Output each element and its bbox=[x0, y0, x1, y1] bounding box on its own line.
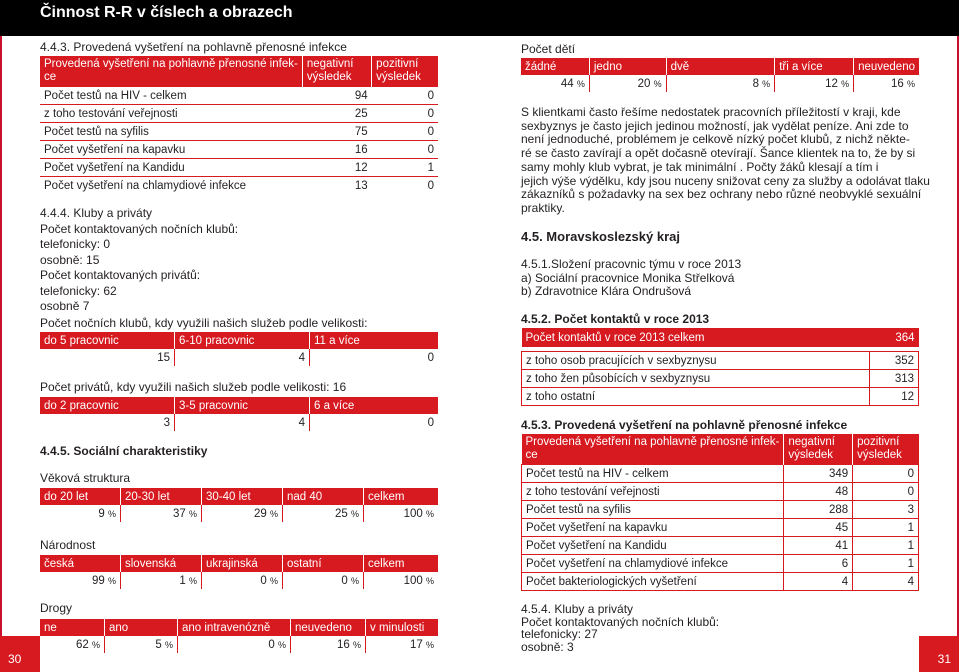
value-number: 0 bbox=[260, 574, 267, 587]
header-label: pozitivní bbox=[857, 436, 900, 448]
negative-value: 94 bbox=[302, 87, 371, 105]
percent-sign: % bbox=[576, 78, 585, 89]
value-cell bbox=[366, 636, 439, 653]
column-header: česká bbox=[44, 557, 75, 570]
negative-value: 349 bbox=[784, 465, 853, 483]
header-label: výsledek bbox=[306, 71, 352, 83]
text-line: telefonicky: 0 bbox=[40, 237, 111, 251]
row-value: 352 bbox=[869, 352, 918, 370]
value-number: 25 bbox=[334, 507, 348, 520]
percent-sign: % bbox=[188, 508, 197, 519]
percent-sign: % bbox=[107, 508, 116, 519]
positive-value: 0 bbox=[372, 87, 438, 105]
value-number: 12 bbox=[825, 77, 838, 90]
column-header: neuvedeno bbox=[854, 58, 919, 75]
table-row bbox=[522, 370, 919, 388]
positive-value: 1 bbox=[853, 519, 919, 537]
value-cell: 4 bbox=[175, 349, 310, 366]
column-header: v minulosti bbox=[366, 619, 439, 636]
header-label: negativní bbox=[788, 436, 835, 448]
table-row bbox=[40, 123, 438, 141]
value-number: 20 bbox=[637, 77, 651, 90]
age-table bbox=[40, 488, 438, 522]
column-header: slovenská bbox=[121, 555, 202, 572]
positive-value: 0 bbox=[853, 465, 919, 483]
row-label: z toho ostatní bbox=[522, 388, 870, 406]
column-header: ostatní bbox=[283, 555, 364, 572]
value-number: 17 bbox=[409, 638, 423, 651]
team-section bbox=[521, 258, 741, 299]
row-label: Počet testů na syfilis bbox=[522, 501, 784, 519]
value-number: 44 bbox=[560, 77, 574, 90]
text-line: zákazníků s požadavky na sex bez ochrany nebo různé neobvyklé sexuální bbox=[521, 187, 922, 202]
positive-value: 0 bbox=[372, 105, 438, 123]
table-header bbox=[522, 434, 919, 465]
row-label: z toho osob pracujících v sexbyznysu bbox=[522, 352, 870, 370]
value-number: 16 bbox=[890, 77, 904, 90]
header-label: negativní bbox=[306, 58, 354, 70]
value-cell bbox=[364, 572, 439, 589]
positive-value: 0 bbox=[372, 123, 438, 141]
percent-sign: % bbox=[188, 575, 197, 586]
negative-value: 4 bbox=[784, 573, 853, 591]
row-label: Počet vyšetření na chlamydiové infekce bbox=[40, 177, 302, 195]
text-line: ré se často zavírají a opět dočasně otevírají. Šance klientek na to, že by si bbox=[521, 146, 916, 161]
value-number: 5 bbox=[155, 638, 162, 651]
clubs-title: Počet nočních klubů, kdy využili našich služeb podle velikosti: bbox=[40, 316, 368, 330]
percent-sign: % bbox=[425, 639, 434, 650]
text-line: není jednoduché, problémem je celkově nízký počet klubů, z nichž někte- bbox=[521, 132, 910, 147]
text-line: Počet kontaktovaných nočních klubů: bbox=[521, 614, 720, 629]
table-header bbox=[522, 328, 919, 347]
text-line: Počet kontaktovaných nočních klubů: bbox=[40, 221, 239, 236]
positive-value: 0 bbox=[372, 177, 438, 195]
column-header: celkem bbox=[364, 488, 439, 505]
header-label: výsledek bbox=[857, 449, 902, 461]
table-header bbox=[40, 56, 438, 87]
section-title: 4.4.3. Provedená vyšetření na pohlavně přenosné infekce bbox=[40, 40, 347, 54]
column-header: dvě bbox=[666, 58, 775, 75]
nationality-table bbox=[40, 555, 438, 589]
row-label: Počet bakteriologických vyšetření bbox=[522, 573, 784, 591]
negative-value: 25 bbox=[302, 105, 371, 123]
text-line: osobně: 3 bbox=[521, 640, 574, 655]
table-row bbox=[40, 87, 438, 105]
page-number: 31 bbox=[937, 652, 951, 666]
percent-sign: % bbox=[425, 575, 434, 586]
header-label: Provedená vyšetření na pohlavně přenosné infek- bbox=[525, 436, 780, 448]
column-header: ne bbox=[44, 621, 57, 634]
value-number: 99 bbox=[91, 574, 105, 587]
value-number: 1 bbox=[179, 574, 186, 587]
value-cell: 4 bbox=[175, 414, 310, 431]
value-number: 100 bbox=[403, 574, 423, 587]
value-cell bbox=[40, 572, 121, 589]
value-cell: 0 bbox=[310, 414, 439, 431]
page-number-left bbox=[0, 636, 40, 672]
column-header: 3-5 pracovnic bbox=[175, 397, 310, 414]
percent-sign: % bbox=[91, 639, 100, 650]
column-header: do 20 let bbox=[44, 490, 89, 503]
percent-sign: % bbox=[269, 508, 278, 519]
row-label: z toho žen působících v sexbyznysu bbox=[522, 370, 870, 388]
positive-value: 1 bbox=[853, 537, 919, 555]
positive-value: 4 bbox=[853, 573, 919, 591]
text-line: a) Sociální pracovnice Monika Střelková bbox=[521, 270, 735, 285]
value-cell: 3 bbox=[163, 416, 170, 429]
table-row bbox=[522, 388, 919, 406]
text-line: praktiky. bbox=[521, 200, 565, 215]
column-header: do 2 pracovnic bbox=[44, 399, 119, 412]
value-cell bbox=[283, 505, 364, 522]
value-cell bbox=[666, 75, 775, 92]
text-line: telefonicky: 27 bbox=[521, 627, 598, 642]
positive-value: 0 bbox=[372, 141, 438, 159]
column-header: 6 a více bbox=[310, 397, 439, 414]
text-line: jejich výše výdělku, kdy jsou nuceny snižovat ceny za služby a odolávat tlaku bbox=[521, 173, 930, 188]
negative-value: 13 bbox=[302, 177, 371, 195]
text-line: telefonicky: 62 bbox=[40, 283, 117, 298]
page-number: 30 bbox=[8, 652, 22, 666]
column-header: celkem bbox=[364, 555, 439, 572]
header-label: výsledek bbox=[376, 71, 421, 83]
column-header: jedno bbox=[589, 58, 666, 75]
negative-value: 41 bbox=[784, 537, 853, 555]
table-row bbox=[522, 519, 919, 537]
text-line: osobně: 15 bbox=[40, 252, 100, 267]
value-cell bbox=[105, 636, 178, 653]
value-cell bbox=[121, 572, 202, 589]
percent-sign: % bbox=[269, 575, 278, 586]
row-label: Počet kontaktů v roce 2013 celkem bbox=[525, 331, 705, 344]
percent-sign: % bbox=[762, 78, 771, 89]
column-header: 6-10 pracovnic bbox=[175, 332, 310, 349]
percent-sign: % bbox=[350, 508, 359, 519]
value-cell: 0 bbox=[310, 349, 439, 366]
row-label: Počet testů na HIV - celkem bbox=[40, 87, 302, 105]
age-title: Věková struktura bbox=[40, 471, 131, 485]
value-cell bbox=[202, 572, 283, 589]
percent-sign: % bbox=[906, 78, 915, 89]
positive-value: 1 bbox=[853, 555, 919, 573]
row-value: 364 bbox=[895, 331, 915, 344]
section-title: 4.4.4. Kluby a priváty bbox=[40, 206, 153, 220]
value-cell bbox=[291, 636, 366, 653]
table-row bbox=[522, 537, 919, 555]
value-number: 0 bbox=[341, 574, 348, 587]
value-cell bbox=[121, 505, 202, 522]
section-title: 4.5.3. Provedená vyšetření na pohlavně přenosné infekce bbox=[521, 418, 848, 432]
clubs-table bbox=[40, 332, 438, 366]
column-header: 30-40 let bbox=[202, 488, 283, 505]
table-row bbox=[522, 555, 919, 573]
table-row bbox=[40, 141, 438, 159]
column-header: ano bbox=[105, 619, 178, 636]
column-header: žádné bbox=[525, 60, 557, 73]
percent-sign: % bbox=[350, 575, 359, 586]
text-line: S klientkami často řešíme nedostatek pracovních příležitostí v kraji, kde bbox=[521, 105, 901, 119]
negative-value: 6 bbox=[784, 555, 853, 573]
percent-sign: % bbox=[164, 639, 173, 650]
row-label: Počet vyšetření na kapavku bbox=[40, 141, 302, 159]
value-cell bbox=[40, 636, 105, 653]
table-row bbox=[40, 159, 438, 177]
column-header: ano intravenózně bbox=[178, 619, 291, 636]
row-label: z toho testování veřejnosti bbox=[40, 105, 302, 123]
clubs-privates-section bbox=[40, 206, 238, 315]
header-label: ce bbox=[44, 71, 57, 83]
table-row bbox=[40, 177, 438, 195]
sti-table-left bbox=[40, 56, 438, 194]
value-cell bbox=[854, 75, 919, 92]
header-label: výsledek bbox=[788, 449, 834, 461]
negative-value: 45 bbox=[784, 519, 853, 537]
percent-sign: % bbox=[425, 508, 434, 519]
text-line: 4.5.1.Složení pracovnic týmu v roce 2013 bbox=[521, 257, 742, 271]
left-margin-rule bbox=[0, 36, 2, 636]
privates-table bbox=[40, 397, 438, 431]
text-line: samy mohly klub vybrat, je tak minimální . Počty žáků klesají a tím i bbox=[521, 159, 879, 174]
drugs-title: Drogy bbox=[40, 601, 73, 615]
contacts-table bbox=[521, 328, 919, 406]
positive-value: 0 bbox=[853, 483, 919, 501]
row-value: 12 bbox=[869, 388, 918, 406]
column-header: 11 a více bbox=[310, 332, 439, 349]
page-number-right bbox=[919, 636, 959, 672]
clubs-section-right bbox=[521, 603, 719, 654]
value-cell bbox=[589, 75, 666, 92]
nationality-title: Národnost bbox=[40, 538, 96, 552]
positive-value: 3 bbox=[853, 501, 919, 519]
row-value: 313 bbox=[869, 370, 918, 388]
negative-value: 16 bbox=[302, 141, 371, 159]
percent-sign: % bbox=[841, 78, 850, 89]
table-row bbox=[40, 105, 438, 123]
value-number: 100 bbox=[403, 507, 423, 520]
kids-title: Počet dětí bbox=[521, 42, 576, 56]
value-cell bbox=[40, 505, 121, 522]
value-number: 8 bbox=[752, 77, 759, 90]
table-row bbox=[522, 465, 919, 483]
percent-sign: % bbox=[107, 575, 116, 586]
positive-value: 1 bbox=[372, 159, 438, 177]
column-header: do 5 pracovnic bbox=[44, 334, 119, 347]
text-line: Počet kontaktovaných privátů: bbox=[40, 268, 201, 282]
kids-table bbox=[521, 58, 919, 92]
header-label: ce bbox=[525, 449, 538, 461]
table-row bbox=[522, 501, 919, 519]
value-cell bbox=[202, 505, 283, 522]
row-label: Počet vyšetření na Kandidu bbox=[40, 159, 302, 177]
page-title: Činnost R-R v číslech a obrazech bbox=[40, 4, 293, 21]
section-title: 4.4.5. Sociální charakteristiky bbox=[40, 444, 208, 458]
text-line: sexbyznys je často jejich jedinou možností, jak vydělat peníze. Ani zde to bbox=[521, 118, 909, 133]
column-header: 20-30 let bbox=[121, 488, 202, 505]
value-cell bbox=[364, 505, 439, 522]
header-label: Provedená vyšetření na pohlavně přenosné infek- bbox=[44, 58, 298, 70]
row-label: Počet testů na syfilis bbox=[40, 123, 302, 141]
text-line: b) Zdravotnice Klára Ondrušová bbox=[521, 284, 692, 298]
negative-value: 12 bbox=[302, 159, 371, 177]
section-title: 4.5.2. Počet kontaktů v roce 2013 bbox=[521, 312, 710, 326]
header-label: pozitivní bbox=[376, 58, 419, 70]
value-number: 0 bbox=[268, 638, 275, 651]
table-row bbox=[522, 573, 919, 591]
value-cell bbox=[521, 75, 589, 92]
header-bar bbox=[0, 0, 959, 36]
row-label: Počet vyšetření na chlamydiové infekce bbox=[522, 555, 784, 573]
negative-value: 75 bbox=[302, 123, 371, 141]
text-line: osobně 7 bbox=[40, 299, 90, 313]
negative-value: 288 bbox=[784, 501, 853, 519]
value-number: 62 bbox=[75, 638, 89, 651]
sti-table-right bbox=[521, 434, 919, 591]
percent-sign: % bbox=[277, 639, 286, 650]
row-label: Počet testů na HIV - celkem bbox=[522, 465, 784, 483]
percent-sign: % bbox=[653, 78, 662, 89]
column-header: tři a více bbox=[775, 58, 854, 75]
column-header: ukrajinská bbox=[202, 555, 283, 572]
negative-value: 48 bbox=[784, 483, 853, 501]
paragraph bbox=[521, 106, 930, 216]
section-title: 4.5.4. Kluby a priváty bbox=[521, 602, 634, 616]
value-number: 29 bbox=[253, 507, 267, 520]
column-header: neuvedeno bbox=[291, 619, 366, 636]
value-number: 37 bbox=[172, 507, 186, 520]
value-cell bbox=[775, 75, 854, 92]
table-row bbox=[522, 352, 919, 370]
drugs-table bbox=[40, 619, 438, 653]
row-label: z toho testování veřejnosti bbox=[522, 483, 784, 501]
table-row bbox=[522, 483, 919, 501]
value-number: 16 bbox=[336, 638, 350, 651]
value-cell bbox=[283, 572, 364, 589]
value-number: 9 bbox=[98, 507, 105, 520]
percent-sign: % bbox=[352, 639, 361, 650]
row-label: Počet vyšetření na kapavku bbox=[522, 519, 784, 537]
row-label: Počet vyšetření na Kandidu bbox=[522, 537, 784, 555]
value-cell bbox=[178, 636, 291, 653]
section-heading: 4.5. Moravskoslezský kraj bbox=[521, 229, 680, 244]
value-cell: 15 bbox=[157, 351, 170, 364]
privates-title: Počet privátů, kdy využili našich služeb podle velikosti: 16 bbox=[40, 380, 347, 394]
column-header: nad 40 bbox=[283, 488, 364, 505]
